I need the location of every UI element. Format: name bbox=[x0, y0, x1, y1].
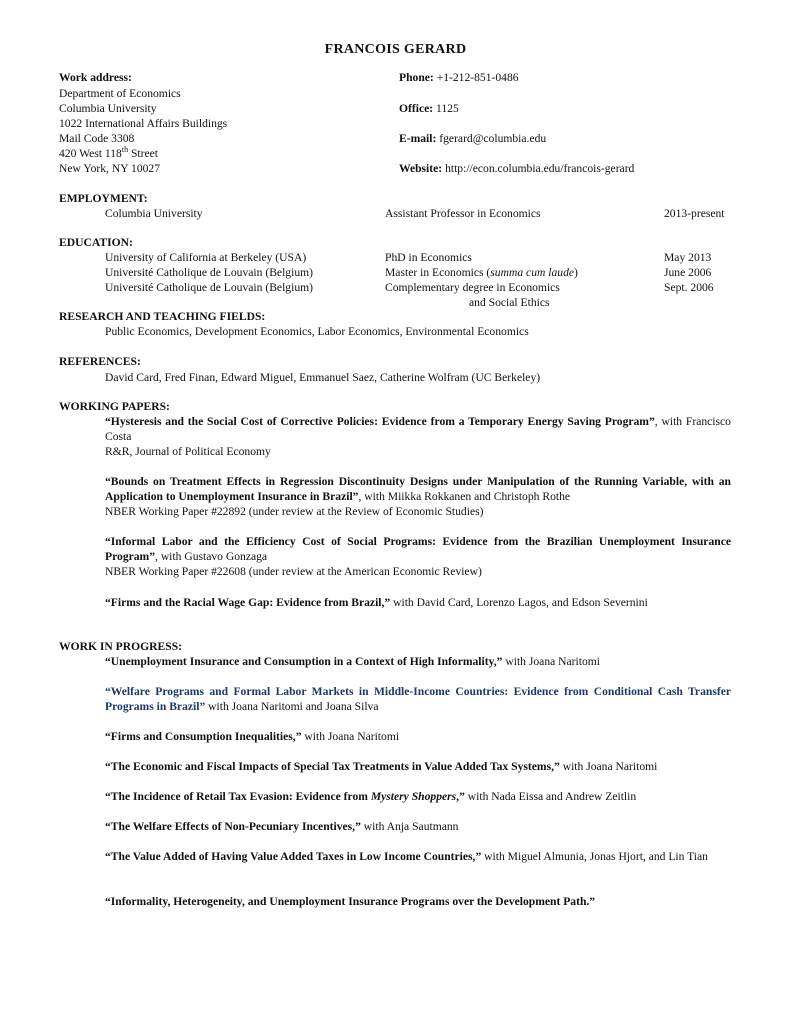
wip-item: “The Value Added of Having Value Added Taxes in Low Income Countries,” with Miguel Almunia, Jonas Hjort, and Lin Tian bbox=[105, 850, 708, 863]
employment-date: 2013-present bbox=[664, 207, 725, 220]
references-heading: REFERENCES: bbox=[59, 355, 141, 368]
phone: Phone: +1-212-851-0486 bbox=[399, 71, 519, 84]
wip-item: “Unemployment Insurance and Consumption in a Context of High Informality,” with Joana Naritomi bbox=[105, 655, 601, 668]
address-line: 1022 International Affairs Buildings bbox=[59, 117, 228, 130]
email: E-mail: fgerard@columbia.edu bbox=[399, 132, 547, 145]
wip-item: “The Incidence of Retail Tax Evasion: Evidence from Mystery Shoppers,” with Nada Eissa and Andrew Zeitlin bbox=[105, 790, 637, 803]
employment-org: Columbia University bbox=[105, 207, 203, 220]
paper-title: “Firms and the Racial Wage Gap: Evidence from Brazil,” bbox=[105, 596, 391, 609]
education-heading: EDUCATION: bbox=[59, 236, 133, 249]
website: Website: http://econ.columbia.edu/francois-gerard bbox=[399, 162, 635, 175]
paper-status: NBER Working Paper #22892 (under review at the Review of Economic Studies) bbox=[105, 505, 484, 518]
employment-title: Assistant Professor in Economics bbox=[385, 207, 541, 220]
website-link[interactable]: http://econ.columbia.edu/francois-gerard bbox=[445, 162, 635, 175]
address-line: Mail Code 3308 bbox=[59, 132, 135, 145]
paper-title: “Bounds on Treatment Effects in Regression Discontinuity Designs under Manipulation of the Running Variable, with an Application to Unemployment Insurance in Brazil” bbox=[105, 475, 731, 503]
education-date: June 2006 bbox=[664, 266, 712, 279]
education-school: University of California at Berkeley (USA) bbox=[105, 251, 307, 264]
education-degree: PhD in Economics bbox=[385, 251, 472, 264]
education-degree: Master in Economics (summa cum laude) bbox=[385, 266, 578, 279]
address-line: Columbia University bbox=[59, 102, 157, 115]
address-street: 420 West 118th Street bbox=[59, 145, 159, 160]
wip-title: “Welfare Programs and Formal Labor Markets in Middle-Income Countries: Evidence from Conditional Cash Transfer Programs in Brazil” bbox=[105, 685, 731, 713]
cv-name: FRANCOIS GERARD bbox=[324, 42, 467, 57]
education-school: Université Catholique de Louvain (Belgium) bbox=[105, 281, 313, 294]
paper-item: “Informal Labor and the Efficiency Cost of Social Programs: Evidence from the Brazilian Unemployment Insurance Program”, with Gustavo Gonzaga NBER Working Paper #22608 (under review at the American Economic Review) bbox=[105, 535, 731, 578]
education-degree: Complementary degree in Economics bbox=[385, 281, 560, 294]
fields-text: Public Economics, Development Economics, Labor Economics, Environmental Economics bbox=[105, 325, 529, 338]
wip-title: “Firms and Consumption Inequalities,” bbox=[105, 730, 302, 743]
email-link[interactable]: fgerard@columbia.edu bbox=[439, 132, 547, 145]
paper-item: “Hysteresis and the Social Cost of Corrective Policies: Evidence from a Temporary Energy Saving Program”, with Francisco Costa R&R, Journal of Political Economy bbox=[105, 415, 731, 458]
paper-status: NBER Working Paper #22608 (under review at the American Economic Review) bbox=[105, 565, 482, 578]
paper-item: “Firms and the Racial Wage Gap: Evidence from Brazil,” with David Card, Lorenzo Lagos, and Edson Severnini bbox=[105, 596, 648, 609]
education-date: May 2013 bbox=[664, 251, 712, 264]
wip-item: “Welfare Programs and Formal Labor Markets in Middle-Income Countries: Evidence from Conditional Cash Transfer Programs in Brazil” with Joana Naritomi and Joana Silva bbox=[105, 685, 731, 713]
office: Office: 1125 bbox=[399, 102, 459, 115]
address-city: New York, NY 10027 bbox=[59, 162, 161, 175]
wip-title: “The Value Added of Having Value Added Taxes in Low Income Countries,” bbox=[105, 850, 482, 863]
paper-title: “Informal Labor and the Efficiency Cost of Social Programs: Evidence from the Brazilian Unemployment Insurance Program” bbox=[105, 535, 731, 563]
wip-title: “The Welfare Effects of Non-Pecuniary Incentives,” bbox=[105, 820, 361, 833]
work-in-progress-heading: WORK IN PROGRESS: bbox=[59, 640, 183, 653]
education-degree-line2: and Social Ethics bbox=[469, 296, 550, 309]
working-papers-heading: WORKING PAPERS: bbox=[59, 400, 170, 413]
paper-item: “Bounds on Treatment Effects in Regression Discontinuity Designs under Manipulation of the Running Variable, with an Application to Unemployment Insurance in Brazil”, with Miikka Rokkanen and Christoph Rothe NBER Working Paper #22892 (under review at the Review of Economic Studies) bbox=[105, 475, 731, 518]
work-address-label: Work address: bbox=[59, 71, 132, 84]
wip-item: “The Economic and Fiscal Impacts of Special Tax Treatments in Value Added Tax Systems,” with Joana Naritomi bbox=[105, 760, 658, 773]
wip-item: “Firms and Consumption Inequalities,” with Joana Naritomi bbox=[105, 730, 400, 743]
paper-title: “Hysteresis and the Social Cost of Corrective Policies: Evidence from a Temporary Energy Saving Program” bbox=[105, 415, 655, 428]
wip-item bbox=[105, 894, 731, 909]
wip-title: “Informality, Heterogeneity, and Unemployment Insurance Programs over the Development Path.” bbox=[105, 895, 596, 908]
employment-heading: EMPLOYMENT: bbox=[59, 192, 148, 205]
education-date: Sept. 2006 bbox=[664, 281, 714, 294]
references-text: David Card, Fred Finan, Edward Miguel, Emmanuel Saez, Catherine Wolfram (UC Berkeley) bbox=[105, 371, 541, 384]
address-line: Department of Economics bbox=[59, 87, 181, 100]
education-school: Université Catholique de Louvain (Belgium) bbox=[105, 266, 313, 279]
wip-title: “Unemployment Insurance and Consumption in a Context of High Informality,” bbox=[105, 655, 503, 668]
wip-title: “The Economic and Fiscal Impacts of Special Tax Treatments in Value Added Tax Systems,” bbox=[105, 760, 560, 773]
fields-heading: RESEARCH AND TEACHING FIELDS: bbox=[59, 310, 266, 323]
wip-title: “The Incidence of Retail Tax Evasion: Evidence from Mystery Shoppers,” bbox=[105, 790, 465, 803]
paper-status: R&R, Journal of Political Economy bbox=[105, 445, 271, 458]
wip-item: “The Welfare Effects of Non-Pecuniary Incentives,” with Anja Sautmann bbox=[105, 820, 459, 833]
